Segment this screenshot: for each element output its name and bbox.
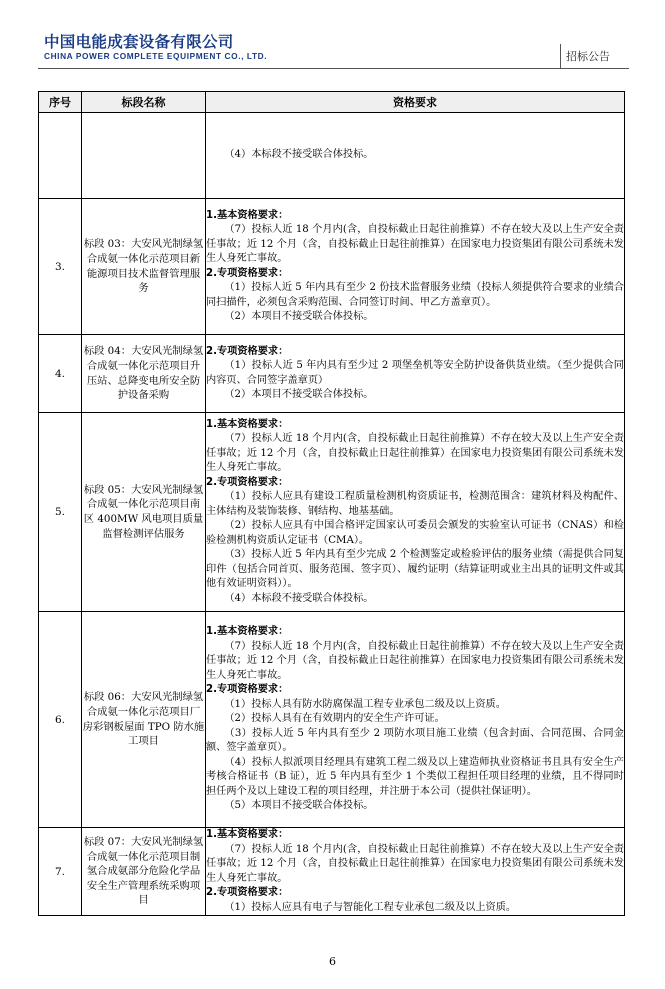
requirements-cell <box>206 413 625 612</box>
requirement-item: （2）投标人应具有中国合格评定国家认可委员会颁发的实验室认可证书（CNAS）和检验检测机构资质认定证书（CMA）。 <box>206 520 624 546</box>
lot-name: 标段 06：大安风光制绿氢合成氨一体化示范项目厂房彩钢板屋面 TPO 防水施工项目 <box>82 612 206 828</box>
company-logo-en: CHINA POWER COMPLETE EQUIPMENT CO., LTD. <box>44 51 268 61</box>
requirement-heading: 2.专项资格要求： <box>206 267 289 279</box>
requirement-item: （2）本项目不接受联合体投标。 <box>224 389 374 400</box>
requirement-item: （7）投标人近 18 个月内(含，自投标截止日起往前推算）不存在较大及以上生产安全责任事故；近 12 个月（含，自投标截止日起往前推算）在国家电力投资集团有限公司系统未发生人身死亡事故。 <box>206 433 624 474</box>
row-number: 6. <box>39 612 82 828</box>
requirement-item: （1）投标人应具有建设工程质量检测机构资质证书，检测范围含：建筑材料及构配件、主体结构及装饰装修、钢结构、地基基础。 <box>206 491 624 517</box>
requirement-item: （2）投标人具有在有效期内的安全生产许可证。 <box>224 713 445 725</box>
requirement-heading: 2.专项资格要求： <box>206 684 289 696</box>
requirement-heading: 2.专项资格要求： <box>206 887 289 898</box>
table-row <box>39 612 625 828</box>
requirement-item: （1）投标人具有防水防腐保温工程专业承包二级及以上资质。 <box>224 698 506 710</box>
requirement-item: （1）投标人近 5 年内具有至少 2 份技术监督服务业绩（投标人须提供符合要求的业绩合同扫描件，必须包含采购范围、合同签订时间、甲乙方盖章页）。 <box>206 282 624 308</box>
column-header-name: 标段名称 <box>82 92 206 113</box>
table-header-row <box>39 92 625 113</box>
table-row <box>39 113 625 199</box>
column-header-requirements: 资格要求 <box>206 92 625 113</box>
table-row <box>39 335 625 413</box>
header-rule <box>38 68 629 69</box>
requirement-item: （4）本标段不接受联合体投标。 <box>224 592 374 604</box>
column-header-no: 序号 <box>39 92 82 113</box>
requirement-heading: 1.基本资格要求： <box>206 418 289 430</box>
table-row <box>39 199 625 335</box>
document-type: 招标公告 <box>566 50 610 63</box>
requirements-cell <box>206 113 625 199</box>
requirements-cell <box>206 335 625 413</box>
table-body <box>39 113 625 916</box>
lot-name: 标段 03：大安风光制绿氢合成氨一体化示范项目新能源项目技术监督管理服务 <box>82 199 206 335</box>
requirement-item: （3）投标人近 5 年内具有至少 2 项防水项目施工业绩（包含封面、合同范围、合同金额、签字盖章页）。 <box>206 727 624 754</box>
requirements-cell <box>206 612 625 828</box>
company-logo-cn: 中国电能成套设备有限公司 <box>44 33 234 51</box>
requirement-heading: 1.基本资格要求： <box>206 209 289 221</box>
page-number: 6 <box>329 955 336 968</box>
table-row <box>39 828 625 916</box>
qualification-table <box>38 91 625 916</box>
row-number: 5. <box>39 413 82 612</box>
row-number <box>39 113 82 199</box>
requirement-item: （7）投标人近 18 个月内(含，自投标截止日起往前推算）不存在较大及以上生产安全责任事故；近 12 个月（含，自投标截止日起往前推算）在国家电力投资集团有限公司系统未发生人身死亡事故。 <box>206 640 624 681</box>
requirement-heading: 1.基本资格要求： <box>206 626 289 638</box>
lot-name <box>82 113 206 199</box>
lot-name: 标段 04：大安风光制绿氢合成氨一体化示范项目升压站、总降变电所安全防护设备采购 <box>82 335 206 413</box>
lot-name: 标段 05：大安风光制绿氢合成氨一体化示范项目南区 400MW 风电项目质量监督检测评估服务 <box>82 413 206 612</box>
requirement-item: （4）本标段不接受联合体投标。 <box>224 149 374 161</box>
requirement-item: （7）投标人近 18 个月内(含，自投标截止日起往前推算）不存在较大及以上生产安全责任事故；近 12 个月（含，自投标截止日起往前推算）在国家电力投资集团有限公司系统未发生人身死亡事故。 <box>206 224 624 264</box>
requirement-item: （5）本项目不接受联合体投标。 <box>224 800 374 812</box>
requirement-item: （1）投标人应具有电子与智能化工程专业承包二级及以上资质。 <box>224 901 517 913</box>
requirement-heading: 2.专项资格要求： <box>206 345 289 357</box>
row-number: 4. <box>39 335 82 413</box>
requirements-cell <box>206 199 625 335</box>
requirement-item: （4）投标人拟派项目经理具有建筑工程二级及以上建造师执业资格证书且具有安全生产考核合格证书（B 证），近 5 年内具有至少 1 个类似工程担任项目经理的业绩，且不得同时担任两个及以上建设工程的项目经理，并注册于本公司（提供社保证明）。 <box>206 756 624 797</box>
requirement-heading: 1.基本资格要求： <box>206 829 289 840</box>
row-number: 3. <box>39 199 82 335</box>
requirement-item: （3）投标人近 5 年内具有至少完成 2 个检测鉴定或检验评估的服务业绩（需提供合同复印件（包括合同首页、服务范围、签字页）、履约证明（结算证明或业主出具的证明文件或其他有效证明资料））。 <box>206 549 624 590</box>
lot-name: 标段 07：大安风光制绿氢合成氨一体化示范项目制氢合成氨部分危险化学品安全生产管理系统采购项目 <box>82 828 206 916</box>
requirements-cell <box>206 828 625 916</box>
requirement-item: （2）本项目不接受联合体投标。 <box>224 311 374 322</box>
requirement-heading: 2.专项资格要求： <box>206 476 289 488</box>
header-divider <box>560 44 561 68</box>
table-row <box>39 413 625 612</box>
page-header <box>0 0 665 70</box>
requirement-item: （7）投标人近 18 个月内(含，自投标截止日起往前推算）不存在较大及以上生产安全责任事故；近 12 个月（含，自投标截止日起往前推算）在国家电力投资集团有限公司系统未发生人身死亡事故。 <box>206 843 624 884</box>
row-number: 7. <box>39 828 82 916</box>
requirement-item: （1）投标人近 5 年内具有至少过 2 项堡垒机等安全防护设备供货业绩。（至少提供合同内容页、合同签字盖章页） <box>206 360 624 386</box>
